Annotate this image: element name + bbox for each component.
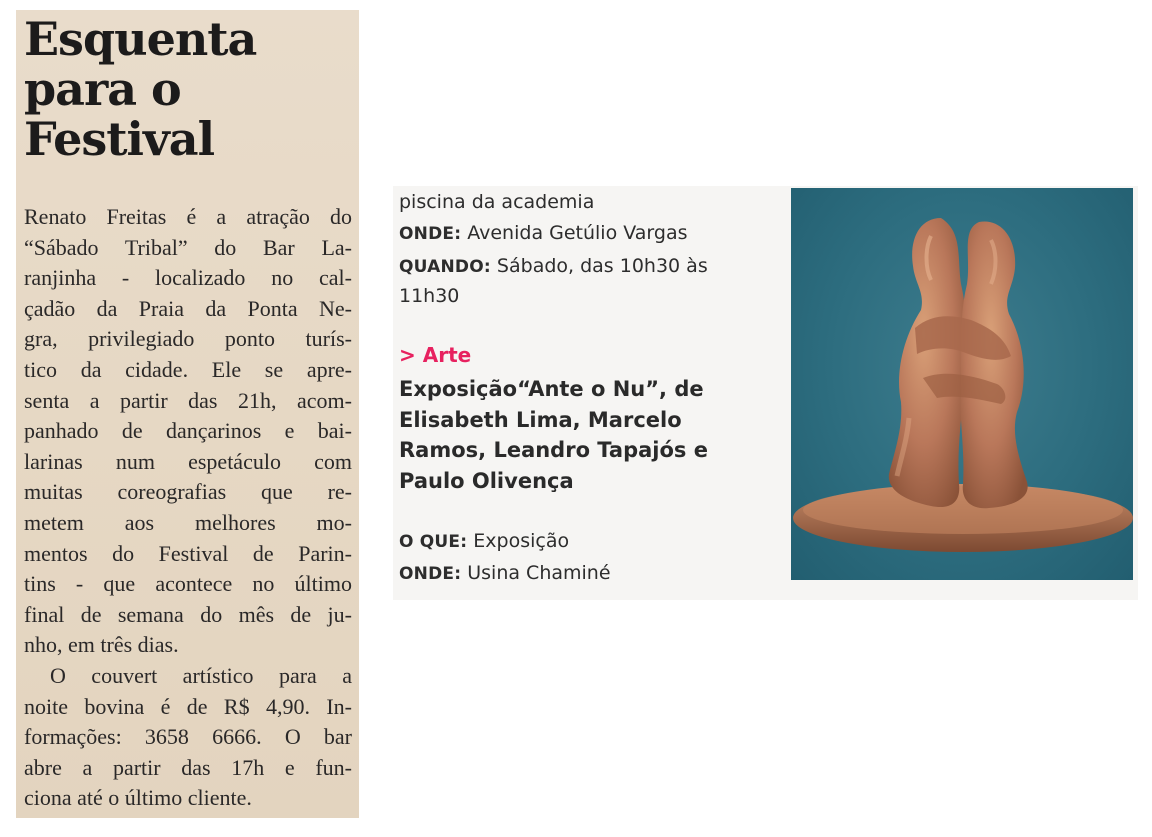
body-line: nho, em três dias. xyxy=(24,632,179,658)
event-onde-row xyxy=(399,561,611,586)
article-clipping-left xyxy=(16,10,359,818)
embracing-sculpture-illustration xyxy=(791,188,1133,580)
onde-label: ONDE: xyxy=(399,224,462,244)
body-line: senta a partir das 21h, acom- xyxy=(24,387,352,413)
quando-label: QUANDO: xyxy=(399,257,491,277)
body-line: çadão da Praia da Ponta Ne- xyxy=(24,295,352,321)
event-title-line: Ramos, Leandro Tapajós e xyxy=(399,438,708,462)
headline-line: Festival xyxy=(24,112,215,166)
body-line: ciona até o último cliente. xyxy=(24,785,252,811)
continuation-text: piscina da academia xyxy=(399,191,595,213)
headline-line: Esquenta xyxy=(24,12,257,66)
body-line: formações: 3658 6666. O bar xyxy=(24,724,352,750)
headline-line: para o xyxy=(24,62,181,116)
article-body xyxy=(24,202,352,814)
body-line: tico da cidade. Ele se apre- xyxy=(24,356,352,382)
quando-value: Sábado, das 10h30 às xyxy=(490,255,708,277)
event-title-line: Exposição“Ante o Nu”, de xyxy=(399,377,704,401)
body-line: O couvert artístico para a xyxy=(50,662,352,688)
body-line: metem aos melhores mo- xyxy=(24,509,352,535)
listing-clipping-right xyxy=(393,186,1138,600)
body-line: ranjinha - localizado no cal- xyxy=(24,265,352,291)
body-line: panhado de dançarinos e bai- xyxy=(24,418,352,444)
onde-label: ONDE: xyxy=(399,564,462,584)
body-line: mentos do Festival de Parin- xyxy=(24,540,352,566)
body-line: noite bovina é de R$ 4,90. In- xyxy=(24,693,352,719)
body-line: Renato Freitas é a atração do xyxy=(24,204,352,229)
event-title-line: Paulo Olivença xyxy=(399,468,574,493)
onde-value: Usina Chaminé xyxy=(461,562,611,584)
body-line: “Sábado Tribal” do Bar La- xyxy=(24,234,352,260)
prev-event-quando-row xyxy=(399,254,708,279)
o-que-value: Exposição xyxy=(467,530,570,552)
body-line: abre a partir das 17h e fun- xyxy=(24,754,352,780)
prev-event-quando-row-2 xyxy=(399,284,459,308)
event-title-line: Elisabeth Lima, Marcelo xyxy=(399,407,682,432)
section-tag-arte: > Arte xyxy=(399,343,472,367)
prev-event-onde-row xyxy=(399,221,688,246)
o-que-label: O QUE: xyxy=(399,532,468,552)
onde-value: Avenida Getúlio Vargas xyxy=(461,222,688,244)
body-line: gra, privilegiado ponto turís- xyxy=(24,326,352,352)
body-line: final de semana do mês de ju- xyxy=(24,601,352,627)
article-headline xyxy=(24,14,354,164)
body-line: tins - que acontece no último xyxy=(24,571,352,597)
event-title xyxy=(399,374,779,496)
quando-value-continued: 11h30 xyxy=(399,285,460,307)
event-o-que-row xyxy=(399,529,569,554)
prev-event-continuation xyxy=(399,190,594,214)
body-line: larinas num espetáculo com xyxy=(24,448,352,474)
body-line: muitas coreografias que re- xyxy=(24,479,352,505)
sculpture-photo xyxy=(791,188,1133,580)
